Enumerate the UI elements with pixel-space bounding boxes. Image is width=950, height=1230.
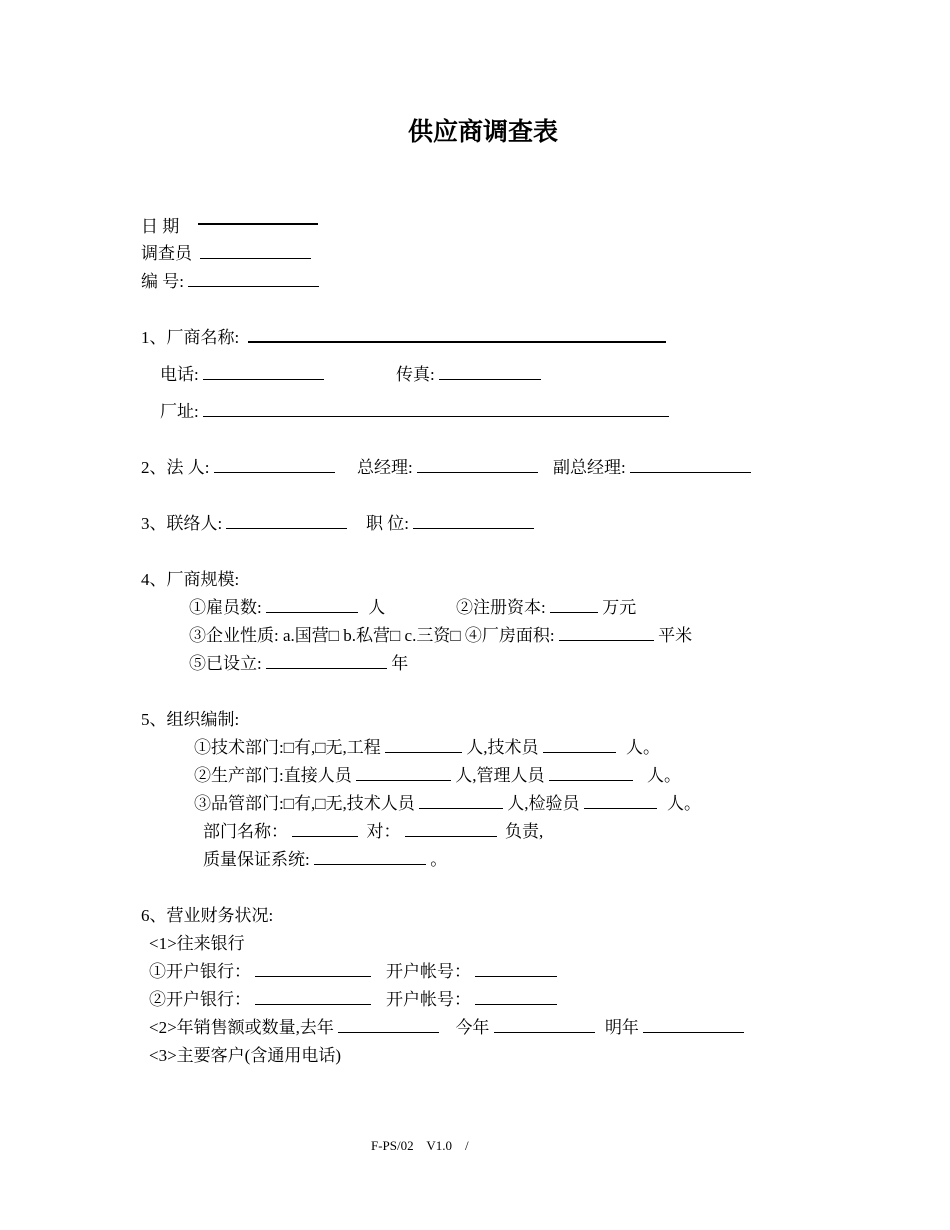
gm-blank[interactable] xyxy=(417,458,538,473)
section-5-heading: 5、组织编制: xyxy=(141,710,240,729)
account-2-label: 开户帐号： xyxy=(386,990,471,1009)
this-year-blank[interactable] xyxy=(494,1018,595,1033)
phone-label: 电话: xyxy=(160,365,199,384)
section-3-heading: 3、联络人: xyxy=(141,514,223,533)
vendor-name-blank[interactable] xyxy=(248,327,666,343)
employees-blank[interactable] xyxy=(266,598,358,613)
area-blank[interactable] xyxy=(559,626,654,641)
legal-rep-field xyxy=(141,457,335,479)
vgm-field xyxy=(553,457,751,479)
nature-text: ③企业性质: a.国营□ b.私营□ c.三资□ ④厂房面积: xyxy=(189,626,555,645)
sales-field xyxy=(149,1017,744,1039)
qa-system-field xyxy=(203,849,447,871)
dept-name-mid: 对： xyxy=(366,822,401,841)
capital-label: ②注册资本: xyxy=(456,598,546,617)
bank-1-label: ①开户银行： xyxy=(149,962,251,981)
section-1-heading: 1、厂商名称: xyxy=(141,328,240,347)
gm-field xyxy=(357,457,538,479)
qc-dept-text: ③品管部门:□有,□无,技术人员 xyxy=(194,794,415,813)
last-year-blank[interactable] xyxy=(338,1018,439,1033)
vgm-blank[interactable] xyxy=(630,458,751,473)
address-blank[interactable] xyxy=(203,402,669,417)
qc-dept-mid: 人,检验员 xyxy=(507,794,580,813)
contact-field xyxy=(141,513,347,535)
direct-staff-blank[interactable] xyxy=(356,766,451,781)
phone-blank[interactable] xyxy=(203,365,324,380)
employees-field xyxy=(189,597,385,619)
surveyor-field xyxy=(141,243,311,265)
page-title: 供应商调查表 xyxy=(407,117,558,146)
next-year-label: 明年 xyxy=(604,1018,639,1037)
engineers-blank[interactable] xyxy=(385,738,462,753)
account-1-field xyxy=(386,961,557,983)
address-field xyxy=(160,401,669,423)
gm-label: 总经理: xyxy=(357,458,413,477)
banks-label: <1>往来银行 xyxy=(149,934,245,953)
nature-field xyxy=(189,625,692,647)
tech-dept-field xyxy=(194,737,660,759)
qa-system-blank[interactable] xyxy=(314,850,426,865)
account-2-blank[interactable] xyxy=(475,990,557,1005)
address-label: 厂址: xyxy=(160,402,199,421)
capital-unit: 万元 xyxy=(602,598,637,617)
number-field xyxy=(141,271,319,293)
position-blank[interactable] xyxy=(413,514,534,529)
employees-unit: 人 xyxy=(368,598,386,617)
surveyor-blank[interactable] xyxy=(200,244,311,259)
established-label: ⑤已设立: xyxy=(189,654,262,673)
fax-label: 传真: xyxy=(396,365,435,384)
date-field xyxy=(141,216,318,238)
technicians-blank[interactable] xyxy=(543,738,616,753)
prod-dept-text: ②生产部门:直接人员 xyxy=(194,766,352,785)
mgmt-staff-blank[interactable] xyxy=(549,766,633,781)
position-field xyxy=(366,513,534,535)
dept-name-blank[interactable] xyxy=(292,822,358,837)
section-6-heading: 6、营业财务状况: xyxy=(141,906,274,925)
established-field xyxy=(189,653,408,675)
next-year-blank[interactable] xyxy=(643,1018,744,1033)
account-1-label: 开户帐号： xyxy=(386,962,471,981)
prod-dept-mid: 人,管理人员 xyxy=(455,766,545,785)
capital-field xyxy=(456,597,636,619)
established-unit: 年 xyxy=(391,654,409,673)
established-blank[interactable] xyxy=(266,654,387,669)
position-label: 职 位: xyxy=(366,514,409,533)
reports-to-blank[interactable] xyxy=(405,822,497,837)
legal-rep-blank[interactable] xyxy=(214,458,335,473)
date-blank[interactable] xyxy=(198,216,318,225)
tech-dept-mid: 人,技术员 xyxy=(466,738,539,757)
prod-dept-end: 人。 xyxy=(646,766,681,785)
bank-1-blank[interactable] xyxy=(255,962,371,977)
date-label: 日 期 xyxy=(141,217,180,236)
qa-system-label: 质量保证系统: xyxy=(203,850,310,869)
dept-name-end: 负责, xyxy=(505,822,544,841)
vgm-label: 副总经理: xyxy=(553,458,626,477)
phone-field xyxy=(160,364,324,386)
contact-blank[interactable] xyxy=(226,514,347,529)
tech-dept-text: ①技术部门:□有,□无,工程 xyxy=(194,738,381,757)
number-blank[interactable] xyxy=(188,272,319,287)
inspectors-blank[interactable] xyxy=(584,794,657,809)
bank-2-blank[interactable] xyxy=(255,990,371,1005)
dept-name-field xyxy=(203,821,543,843)
section-2-heading: 2、法 人: xyxy=(141,458,210,477)
vendor-name-field xyxy=(141,327,666,349)
employees-label: ①雇员数: xyxy=(189,598,262,617)
this-year-label: 今年 xyxy=(455,1018,490,1037)
qc-tech-blank[interactable] xyxy=(419,794,503,809)
form-code-footer: F-PS/02 V1.0 / xyxy=(371,1138,469,1153)
account-2-field xyxy=(386,989,557,1011)
qc-dept-end: 人。 xyxy=(667,794,702,813)
bank-2-field xyxy=(149,989,371,1011)
tech-dept-end: 人。 xyxy=(626,738,661,757)
surveyor-label: 调查员 xyxy=(141,244,192,263)
qc-dept-field xyxy=(194,793,701,815)
capital-blank[interactable] xyxy=(550,598,598,613)
sales-text: <2>年销售额或数量,去年 xyxy=(149,1018,334,1037)
bank-2-label: ②开户银行： xyxy=(149,990,251,1009)
number-label: 编 号: xyxy=(141,272,184,291)
section-4-heading: 4、厂商规模: xyxy=(141,570,240,589)
bank-1-field xyxy=(149,961,371,983)
fax-blank[interactable] xyxy=(439,365,541,380)
dept-name-label: 部门名称： xyxy=(203,822,288,841)
area-unit: 平米 xyxy=(658,626,693,645)
fax-field xyxy=(396,364,541,386)
prod-dept-field xyxy=(194,765,681,787)
qa-system-end: 。 xyxy=(430,850,448,869)
customers-label: <3>主要客户(含通用电话) xyxy=(149,1046,341,1065)
account-1-blank[interactable] xyxy=(475,962,557,977)
